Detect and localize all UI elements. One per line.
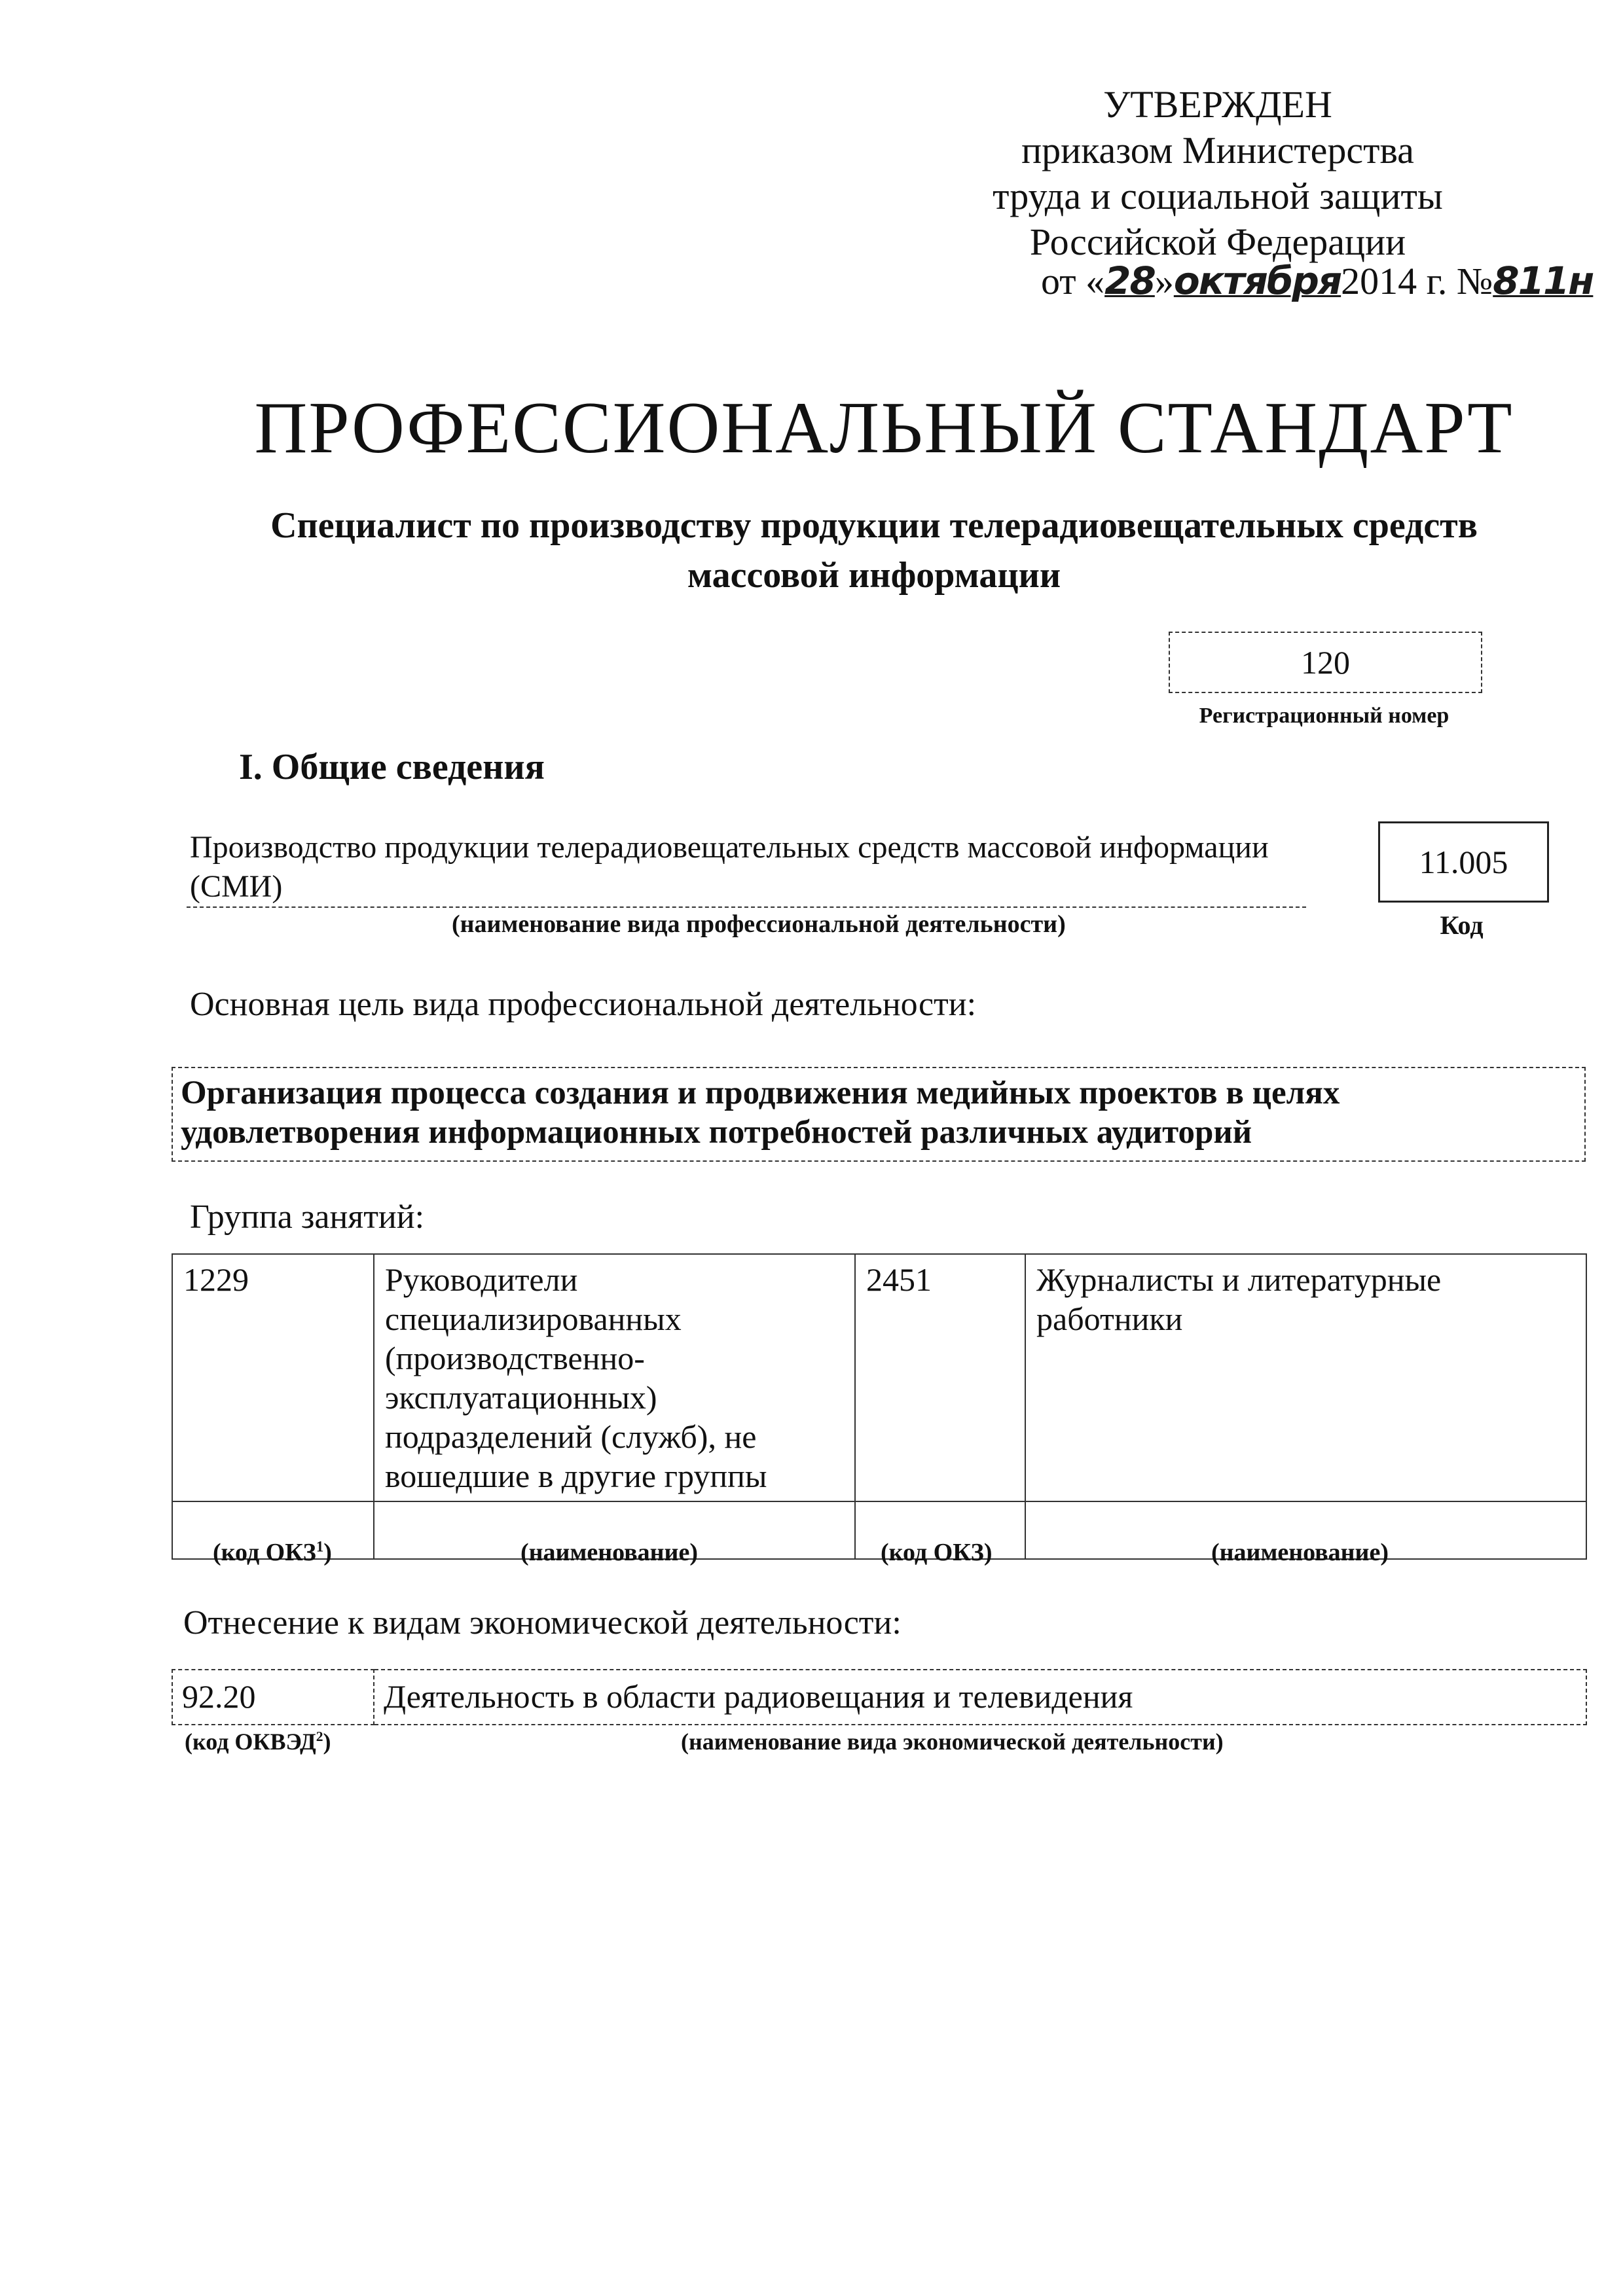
occupation-table [172,1253,1587,1560]
okved-code: 92.20 [172,1670,374,1725]
okz-name-caption-1: (наименование) [520,1539,698,1566]
goal-label: Основная цель вида профессиональной деятельности: [190,986,977,1023]
table-row [172,1670,1586,1725]
page-title: ПРОФЕССИОНАЛЬНЫЙ СТАНДАРТ [254,387,1514,469]
activity-caption: (наименование вида профессиональной деятельности) [452,910,1066,938]
section-title: I. Общие сведения [239,747,545,787]
economic-activity-label: Отнесение к видам экономической деятельности: [183,1604,902,1641]
occupation-group-label: Группа занятий: [190,1198,425,1236]
approval-line-2: труда и социальной защиты [993,175,1443,217]
approval-line-3: Российской Федерации [1029,221,1406,263]
okved-name-caption: (наименование вида экономической деятельности) [681,1729,1224,1755]
okz-code-caption-1: (код ОКЗ$^1$) [213,1538,332,1566]
goal-text: Организация процесса создания и продвижения медийных проектов в целях удовлетворения информационных потребностей различных аудиторий [172,1067,1586,1162]
approval-line-1: приказом Министерства [1021,129,1414,171]
activity-name: Производство продукции телерадиовещательных средств массовой информации (СМИ) [190,830,1269,904]
page-subtitle: Специалист по производству продукции телерадиовещательных средств массовой информации [270,505,1478,596]
table-row [172,1254,1586,1501]
approval-block [890,82,1545,265]
date-year: 2014 г. № [1341,260,1493,302]
date-month: октября [1173,259,1341,303]
date-sep: » [1154,260,1174,302]
activity-code-box: 11.005 [1378,821,1549,903]
okz-code-1: 1229 [172,1254,374,1501]
okz-name-caption-2: (наименование) [1211,1539,1389,1566]
okved-code-caption: (код ОКВЭД$^2$) [185,1729,331,1755]
approval-order-line [1041,259,1593,303]
registration-number-label: Регистрационный номер [1199,704,1450,728]
date-day: 28 [1104,259,1155,303]
activity-code-label: Код [1440,910,1484,940]
activity-underline [187,906,1306,908]
okz-name-1: Руководители специализированных (производственно-эксплуатационных) подразделений (служб), не вошедшие в другие группы [374,1254,855,1501]
okz-code-2: 2451 [855,1254,1025,1501]
okz-name-2: Журналисты и литературные работники [1025,1254,1586,1501]
economic-activity-table [172,1669,1587,1725]
registration-number-box: 120 [1169,632,1482,693]
order-number: 811н [1493,259,1594,303]
date-prefix: от « [1041,260,1105,302]
okved-name: Деятельность в области радиовещания и телевидения [374,1670,1586,1725]
approval-heading: УТВЕРЖДЕН [1103,83,1332,126]
okz-code-caption-2: (код ОКЗ) [881,1539,993,1566]
